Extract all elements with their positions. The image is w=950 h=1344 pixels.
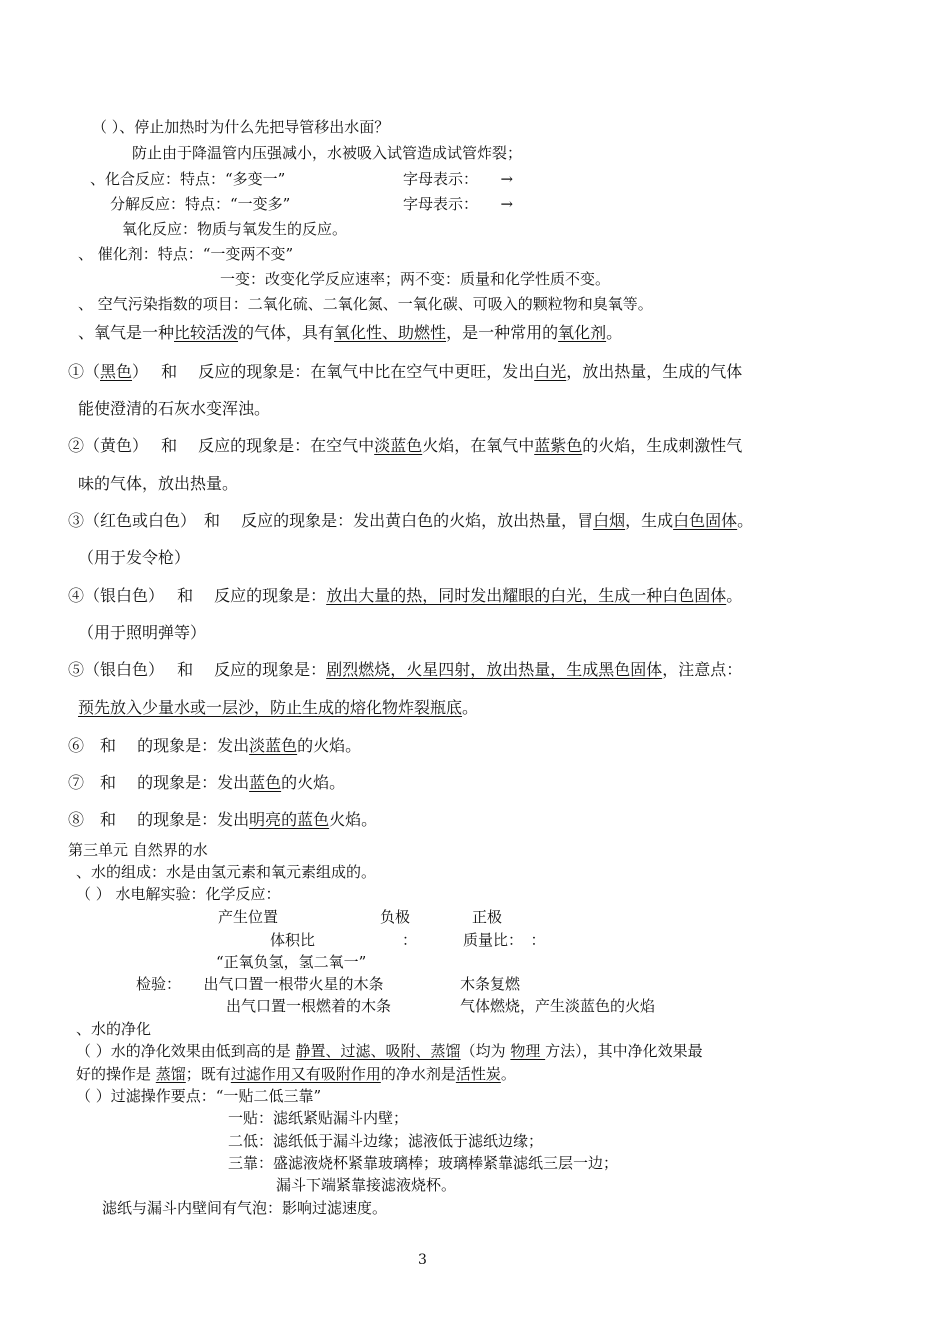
text-line: 漏斗下端紧靠接滤液烧杯。 — [276, 1176, 457, 1194]
text-line: （用于发令枪） — [78, 548, 191, 567]
text-line: 、化合反应：特点：“多变一” — [90, 170, 286, 188]
text-line: 正极 — [472, 908, 503, 926]
text-line: （用于照明弹等） — [78, 623, 207, 642]
text-line: 好的操作是 蒸馏；既有过滤作用又有吸附作用的净水剂是活性炭。 — [76, 1065, 516, 1083]
text-line: 分解反应：特点：“一变多” — [110, 195, 291, 213]
text-line: （ ）过滤操作要点：“一贴二低三靠” — [76, 1087, 322, 1105]
text-line: （ ）水的净化效果由低到高的是 静置、过滤、吸附、蒸馏（均为 物理 方法），其中净化效果最 — [76, 1042, 703, 1060]
text-line: ⑤（银白色） 和 反应的现象是：剧烈燃烧，火星四射，放出热量，生成黑色固体，注意点： — [68, 660, 743, 679]
text-line: ： — [402, 931, 418, 949]
text-line: 氧化反应：物质与氧发生的反应。 — [122, 220, 348, 238]
text-line: 、氧气是一种比较活泼的气体，具有氧化性、助燃性，是一种常用的氧化剂。 — [78, 323, 623, 342]
text-line: 二低：滤纸低于漏斗边缘；滤液低于滤纸边缘； — [228, 1132, 544, 1150]
text-line: （ ） 水电解实验：化学反应： — [76, 885, 281, 903]
text-line: ①（黑色） 和 反应的现象是：在氧气中比在空气中更旺，发出白光，放出热量，生成的气体 — [68, 362, 743, 381]
text-line: ④（银白色） 和 反应的现象是：放出大量的热，同时发出耀眼的白光，生成一种白色固体。 — [68, 586, 743, 605]
text-line: ⑦ 和 的现象是：发出蓝色的火焰。 — [68, 773, 346, 792]
text-line: “正氧负氢，氢二氧一” — [216, 953, 367, 971]
text-line: 、水的净化 — [76, 1020, 152, 1038]
text-line: 检验： 出气口置一根带火星的木条 — [136, 975, 384, 993]
text-line: 负极 — [380, 908, 411, 926]
text-line: 体积比 — [270, 931, 316, 949]
text-line: （ ）、停止加热时为什么先把导管移出水面？ — [92, 118, 390, 136]
text-line: 质量比： ： — [463, 931, 546, 949]
section-title: 第三单元 自然界的水 — [68, 841, 208, 859]
text-line: ⑥ 和 的现象是：发出淡蓝色的火焰。 — [68, 736, 362, 755]
text-line: 防止由于降温管内压强减小，水被吸入试管造成试管炸裂； — [132, 144, 523, 162]
text-line: ⑧ 和 的现象是：发出明亮的蓝色火焰。 — [68, 810, 378, 829]
text-line: 、 催化剂：特点：“一变两不变” — [78, 245, 294, 263]
text-line: ②（黄色） 和 反应的现象是：在空气中淡蓝色火焰，在氧气中蓝紫色的火焰，生成刺激性气 — [68, 436, 743, 455]
text-line: 出气口置一根燃着的木条 — [226, 997, 392, 1015]
text-line: 产生位置 — [218, 908, 279, 926]
text-line: 能使澄清的石灰水变浑浊。 — [78, 399, 271, 418]
text-line: 字母表示： → — [403, 195, 514, 213]
text-line: 三靠：盛滤液烧杯紧靠玻璃棒；玻璃棒紧靠滤纸三层一边； — [228, 1154, 619, 1172]
text-line: 木条复燃 — [460, 975, 521, 993]
text-line: 、 空气污染指数的项目：二氧化硫、二氧化氮、一氧化碳、可吸入的颗粒物和臭氧等。 — [78, 295, 653, 313]
text-line: 滤纸与漏斗内壁间有气泡：影响过滤速度。 — [102, 1199, 388, 1217]
text-line: 气体燃烧，产生淡蓝色的火焰 — [460, 997, 656, 1015]
text-line: 一变：改变化学反应速率；两不变：质量和化学性质不变。 — [220, 270, 611, 288]
text-line: 一贴：滤纸紧贴漏斗内壁； — [228, 1109, 409, 1127]
text-line: 味的气体，放出热量。 — [78, 474, 239, 493]
text-line: 字母表示： → — [403, 170, 514, 188]
text-line: 预先放入少量水或一层沙，防止生成的熔化物炸裂瓶底。 — [78, 698, 479, 717]
page-number: 3 — [418, 1252, 427, 1268]
text-line: ③（红色或白色） 和 反应的现象是：发出黄白色的火焰，放出热量，冒白烟，生成白色固体。 — [68, 511, 754, 530]
text-line: 、水的组成：水是由氢元素和氧元素组成的。 — [76, 863, 377, 881]
